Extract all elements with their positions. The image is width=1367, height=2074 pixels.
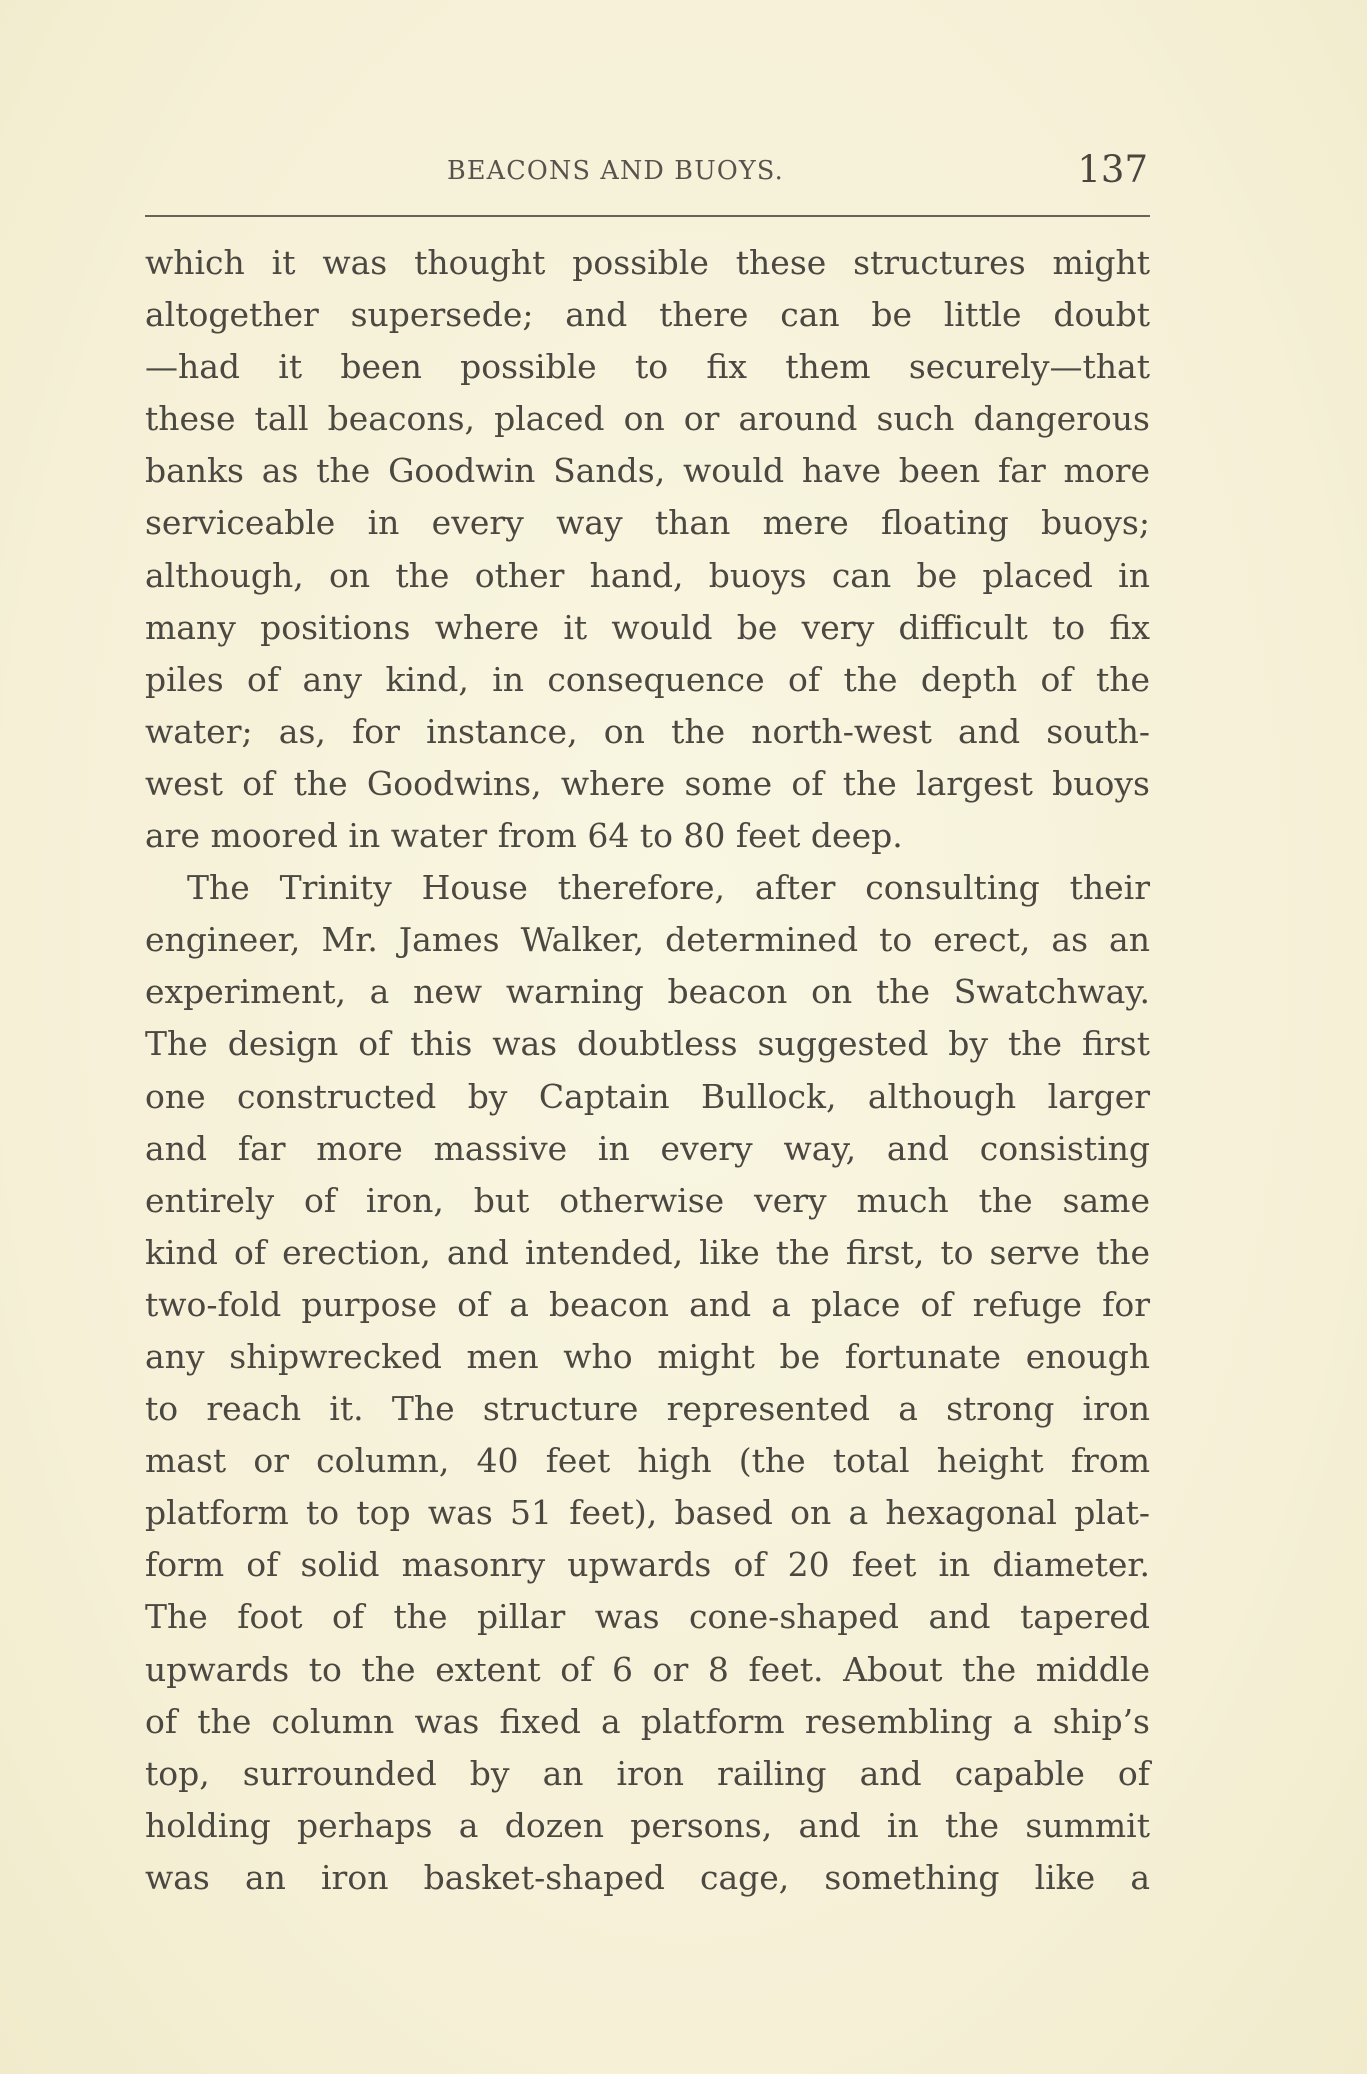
running-head: [145, 150, 1150, 190]
text-line: experiment, a new warning beacon on the Swatchway.: [145, 972, 1150, 1012]
text-line: these tall beacons, placed on or around such dangerous: [145, 399, 1150, 439]
text-line: mast or column, 40 feet high (the total height from: [145, 1441, 1150, 1481]
text-line: serviceable in every way than mere floating buoys;: [145, 503, 1150, 543]
text-line: platform to top was 51 feet), based on a hexagonal plat-: [145, 1493, 1150, 1533]
text-line: kind of erection, and intended, like the first, to serve the: [145, 1232, 1150, 1272]
text-line: —had it been possible to fix them securely—that: [145, 347, 1150, 387]
paragraph-1: [145, 237, 1150, 862]
text-line: was an iron basket-shaped cage, something like a: [145, 1857, 1150, 1897]
book-page: [145, 0, 1150, 2074]
text-line: engineer, Mr. James Walker, determined to erect, as an: [145, 920, 1150, 960]
text-line: of the column was fixed a platform resembling a ship’s: [145, 1701, 1150, 1741]
paragraph-2: [145, 862, 1150, 1904]
text-line: west of the Goodwins, where some of the largest buoys: [145, 763, 1150, 803]
text-line: altogether supersede; and there can be little doubt: [145, 295, 1150, 335]
text-line: The foot of the pillar was cone-shaped and tapered: [145, 1597, 1150, 1637]
text-line: are moored in water from 64 to 80 feet deep.: [145, 816, 903, 856]
text-line: water; as, for instance, on the north-west and south-: [145, 711, 1150, 751]
text-line: banks as the Goodwin Sands, would have been far more: [145, 451, 1150, 491]
text-line: The Trinity House therefore, after consulting their: [187, 868, 1150, 908]
page-number: 137: [1077, 148, 1148, 191]
text-line: entirely of iron, but otherwise very much the same: [145, 1180, 1150, 1220]
text-line: piles of any kind, in consequence of the depth of the: [145, 659, 1150, 699]
text-line: top, surrounded by an iron railing and capable of: [145, 1753, 1150, 1793]
text-line: any shipwrecked men who might be fortunate enough: [145, 1336, 1150, 1376]
text-line: form of solid masonry upwards of 20 feet in diameter.: [145, 1545, 1150, 1585]
text-line: although, on the other hand, buoys can be placed in: [145, 555, 1150, 595]
text-line: The design of this was doubtless suggested by the first: [145, 1024, 1150, 1064]
text-line: many positions where it would be very difficult to fix: [145, 607, 1150, 647]
text-line: one constructed by Captain Bullock, although larger: [145, 1076, 1150, 1116]
text-line: and far more massive in every way, and consisting: [145, 1128, 1150, 1168]
running-title: BEACONS AND BUOYS.: [447, 156, 784, 186]
text-line: upwards to the extent of 6 or 8 feet. About the middle: [145, 1649, 1150, 1689]
text-line: holding perhaps a dozen persons, and in the summit: [145, 1805, 1150, 1845]
text-line: two-fold purpose of a beacon and a place of refuge for: [145, 1284, 1150, 1324]
body-text: [145, 237, 1150, 1904]
text-line: to reach it. The structure represented a strong iron: [145, 1389, 1150, 1429]
text-line: which it was thought possible these structures might: [145, 243, 1150, 282]
header-rule: [145, 215, 1150, 217]
